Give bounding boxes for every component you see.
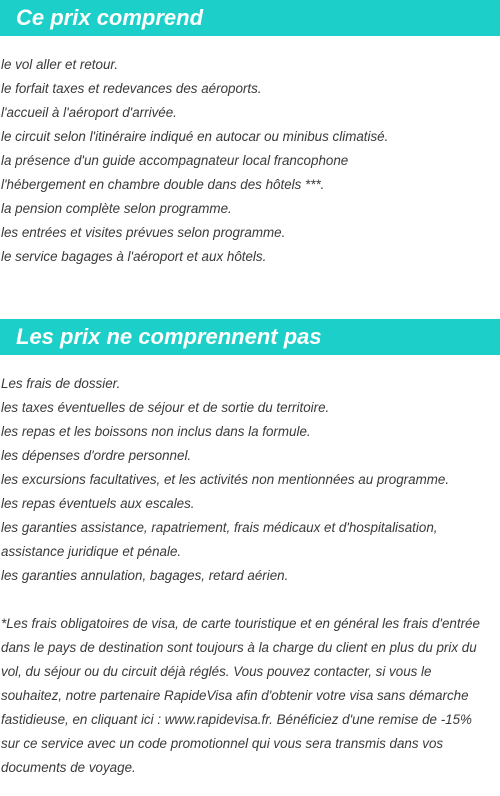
list-item: Les frais de dossier. [1, 376, 121, 391]
list-item: l'hébergement en chambre double dans des hôtels ***. [1, 177, 325, 192]
list-item: les repas et les boissons non inclus dans la formule. [1, 424, 311, 439]
list-item: le service bagages à l'aéroport et aux hôtels. [1, 249, 267, 264]
included-list [1, 53, 388, 269]
list-item: les dépenses d'ordre personnel. [1, 448, 192, 463]
list-item: le vol aller et retour. [1, 57, 119, 72]
list-item: les garanties assistance, rapatriement, frais médicaux et d'hospitalisation, [1, 520, 438, 535]
list-item: assistance juridique et pénale. [1, 544, 182, 559]
list-item: les entrées et visites prévues selon programme. [1, 225, 286, 240]
list-item: l'accueil à l'aéroport d'arrivée. [1, 105, 177, 120]
list-item: la pension complète selon programme. [1, 201, 232, 216]
list-item: les garanties annulation, bagages, retard aérien. [1, 568, 289, 583]
list-item: les taxes éventuelles de séjour et de sortie du territoire. [1, 400, 330, 415]
list-item: le circuit selon l'itinéraire indiqué en autocar ou minibus climatisé. [1, 129, 389, 144]
list-item: la présence d'un guide accompagnateur local francophone [1, 153, 349, 168]
visa-note: *Les frais obligatoires de visa, de carte touristique et en général les frais d'entrée dans le pays de destination sont toujours à la charge du client en plus du prix du vol, du séjour ou du circuit déjà réglés. Vous pouvez contacter, si vous le souhaitez, notre partenaire RapideVisa afin d'obtenir votre visa sans démarche fastidieuse, en cliquant ici : www.rapidevisa.fr. Bénéficiez d'une remise de -15% sur ce service avec un code promotionnel qui vous sera transmis dans vos documents de voyage. [1, 616, 480, 775]
excluded-list [1, 372, 449, 588]
list-item: les repas éventuels aux escales. [1, 496, 195, 511]
list-item: les excursions facultatives, et les activités non mentionnées au programme. [1, 472, 450, 487]
excluded-section-title: Les prix ne comprennent pas [0, 319, 500, 355]
list-item: le forfait taxes et redevances des aéroports. [1, 81, 262, 96]
included-section-title: Ce prix comprend [0, 0, 500, 36]
